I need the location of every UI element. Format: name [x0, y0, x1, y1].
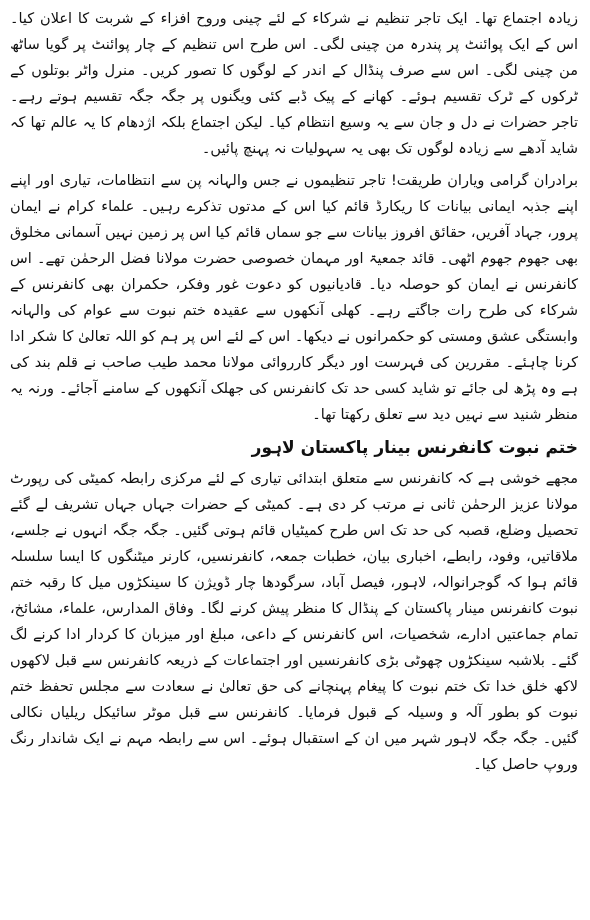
- paragraph-committee-report: مجھے خوشی ہے کہ کانفرنس سے متعلق ابتدائی تیاری کے لئے مرکزی رابطہ کمیٹی کی رپورٹ مولانا عزیز الرحمٰن ثانی نے مرتب کر دی ہے۔ کمیٹی کے حضرات جہاں جہاں تشریف لے گئے تحصیل وضلع، قصبہ کی حد تک اس طرح کمیٹیاں قائم ہوتی گئیں۔ جگہ جگہ انہوں نے جلسے، ملاقاتیں، وفود، رابطے، اخباری بیان، خطبات جمعہ، کانفرنسیں، کارنر میٹنگوں کا ایسا سلسلہ قائم ہوا کہ گوجرانوالہ، لاہور، فیصل آباد، سرگودھا چار ڈویژن کا سینکڑوں میل کا رقبہ ختم نبوت کانفرنس مینار پاکستان کے پنڈال کا منظر پیش کرنے لگا۔ وفاق المدارس، علماء، مشائخ، تمام جماعتیں ادارے، شخصیات، اس کانفرنس کے داعی، مبلغ اور میزبان کا کردار ادا کرنے لگ گئے۔ بلاشبہ سینکڑوں چھوٹی بڑی کانفرنسیں اور اجتماعات کے ذریعہ کانفرنس سے قبل لاکھوں لاکھ خلق خدا تک ختم نبوت کا پیغام پہنچانے کی حق تعالیٰ نے سعادت سے مجلس تحفظ ختم نبوت کو بطور آلہ و وسیلہ کے قبول فرمایا۔ کانفرنس سے قبل موٹر سائیکل ریلیاں نکالی گئیں۔ جگہ جگہ لاہور شہر میں ان کے استقبال ہوئے۔ اس سے رابطہ مہم نے ایک شاندار رنگ وروپ حاصل کیا۔: [10, 471, 578, 773]
- paragraph-conference-summary: برادران گرامی ویاران طریقت! تاجر تنظیموں نے جس والہانہ پن سے انتظامات، تیاری اور اپنے اپنے جذبہ ایمانی بیانات کا ریکارڈ قائم کیا اس کے مدتوں تذکرے رہیں۔ علماء کرام نے ایمان پرور، جہاد آفریں، حقائق افروز بیانات سے جو سماں قائم کیا اس پر زمین نہیں آسمانی مخلوق بھی جھوم جھوم اٹھی۔ قائد جمعیۃ اور مہمان خصوصی حضرت مولانا فضل الرحمٰن تھے۔ اس کانفرنس نے ایمان کو حوصلہ دیا۔ قادیانیوں کو دعوت غور وفکر، حکمران بھی کانفرنس کے شرکاء کی طرح رات جاگتے رہے۔ کھلی آنکھوں سے عقیدہ ختم نبوت سے عوام کی والہانہ وابستگی عشق ومستی کو حکمرانوں نے دیکھا۔ اس کے لئے اس پر ہم کو اللہ تعالیٰ کا شکر ادا کرنا چاہئے۔ مقررین کی فہرست اور دیگر کارروائی مولانا محمد طیب صاحب نے قلم بند کی ہے وہ پڑھ لی جائے تو شاید کسی حد تک کانفرنس کی جھلک آنکھوں کے سامنے آجائے۔ ورنہ یہ منظر شنید سے نہیں دید سے تعلق رکھتا تھا۔: [10, 173, 578, 423]
- paragraph-arrangements: زیادہ اجتماع تھا۔ ایک تاجر تنظیم نے شرکاء کے لئے چینی وروح افزاء کے شربت کا اعلان کیا۔ اس کے ایک پوائنٹ پر پندرہ من چینی لگی۔ اس طرح اس تنظیم کے چار پوائنٹ پر گویا ساٹھ من چینی لگی۔ اس سے صرف پنڈال کے اندر کے لوگوں کا تصور کریں۔ منرل واٹر بوتلوں کے ٹرکوں کے ٹرک تقسیم ہوئے۔ کھانے کے پیک ڈبے کئی ویگنوں پر جگہ جگہ تقسیم ہوتے رہے۔ تاجر حضرات نے دل و جان سے یہ وسیع انتظام کیا۔ لیکن اجتماع بلکہ اژدھام کا یہ عالم تھا کہ شاید آدھے سے زیادہ لوگوں تک بھی یہ سہولیات نہ پہنچ پائیں۔: [10, 11, 578, 157]
- section-heading: ختم نبوت کانفرنس بینار پاکستان لاہور: [251, 438, 578, 458]
